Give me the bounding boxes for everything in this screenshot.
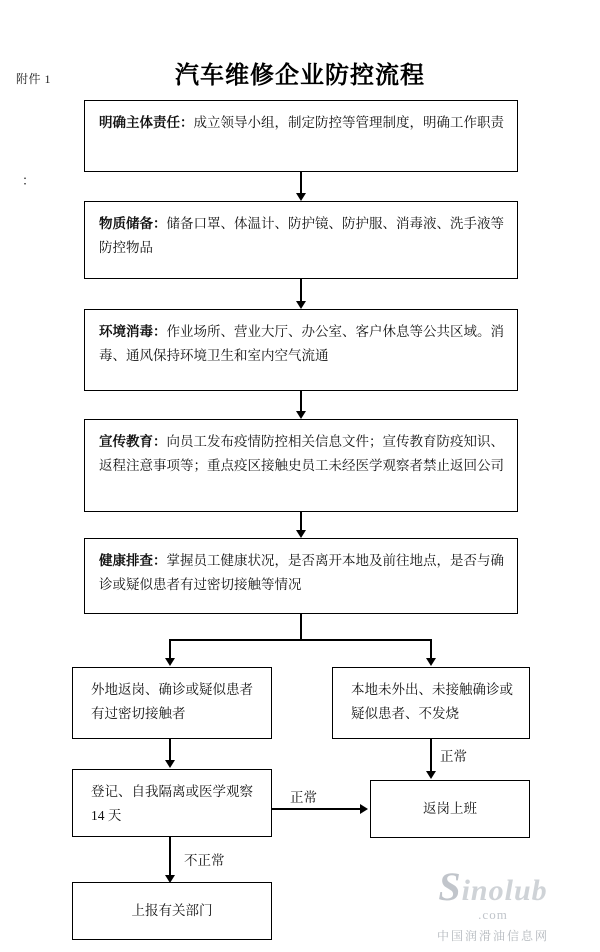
- flow-node-supplies-lead: 物质储备：: [99, 216, 167, 231]
- arrow-head-supplies-to-disinfection: [296, 301, 306, 309]
- flow-node-branch-left-text: 外地返岗、确诊或疑似患者有过密切接触者: [91, 682, 253, 721]
- flow-node-education-text: 向员工发布疫情防控相关信息文件；宣传教育防疫知识、返程注意事项等；重点疫区接触史员工未经医学观察者禁止返回公司: [99, 434, 504, 473]
- flow-node-branch-left: [72, 667, 272, 739]
- arrow-health-check-stem: [300, 614, 302, 640]
- flow-node-quarantine: [72, 769, 272, 837]
- watermark-subtitle: 中国润滑油信息网: [436, 929, 549, 943]
- flow-node-branch-right: [332, 667, 530, 739]
- flow-node-responsibility-text: 成立领导小组，制定防控等管理制度，明确工作职责: [193, 115, 504, 130]
- arrow-head-branch-left-to-quarantine: [165, 760, 175, 768]
- watermark: [398, 864, 588, 944]
- flow-node-responsibility-lead: 明确主体责任：: [99, 115, 194, 130]
- flow-node-health-check: [84, 538, 518, 614]
- arrow-head-quarantine-to-return: [360, 804, 368, 814]
- edge-label-normal-middle: 正常: [288, 786, 319, 806]
- watermark-dotcom: .com: [478, 907, 508, 922]
- flow-node-return-work: [370, 780, 530, 838]
- arrow-quarantine-to-report: [169, 837, 171, 879]
- flow-node-supplies-text: 储备口罩、体温计、防护镜、防护服、消毒液、洗手液等防控物品: [99, 216, 504, 255]
- edge-label-normal-right: 正常: [438, 745, 469, 765]
- colon-mark: ：: [22, 173, 36, 188]
- flow-node-return-work-text: 返岗上班: [423, 801, 477, 817]
- page-title: 汽车维修企业防控流程: [175, 63, 425, 89]
- flow-node-report-text: 上报有关部门: [131, 903, 213, 919]
- arrow-branch-right-to-return: [430, 739, 432, 774]
- arrow-head-disinfection-to-education: [296, 411, 306, 419]
- arrow-head-branch-left: [165, 658, 175, 666]
- flow-node-education: [84, 419, 518, 512]
- arrow-head-branch-right-to-return: [426, 771, 436, 779]
- flow-node-branch-right-text: 本地未外出、未接触确诊或疑似患者、不发烧: [351, 682, 513, 721]
- flow-node-supplies: [84, 201, 518, 279]
- arrow-head-education-to-health-check: [296, 530, 306, 538]
- watermark-brand-rest: inolub: [461, 874, 548, 907]
- arrow-head-responsibility-to-supplies: [296, 193, 306, 201]
- arrow-branch-horizontal: [169, 639, 431, 641]
- flow-node-education-lead: 宣传教育：: [99, 434, 167, 449]
- flow-node-quarantine-text: 登记、自我隔离或医学观察 14 天: [91, 784, 253, 823]
- watermark-brand-s: S: [438, 864, 462, 909]
- flow-node-report: [72, 882, 272, 940]
- flow-node-health-check-lead: 健康排查：: [99, 553, 167, 568]
- watermark-brand: [398, 864, 588, 909]
- flow-node-disinfection-lead: 环境消毒：: [99, 324, 167, 339]
- flow-node-disinfection-text: 作业场所、营业大厅、办公室、客户休息等公共区域。消毒、通风保持环境卫生和室内空气流通: [99, 324, 504, 363]
- flow-node-health-check-text: 掌握员工健康状况，是否离开本地及前往地点，是否与确诊或疑似患者有过密切接触等情况: [99, 553, 504, 592]
- edge-label-abnormal: 不正常: [182, 849, 227, 869]
- arrow-head-branch-right: [426, 658, 436, 666]
- attachment-label: 附件 1: [16, 72, 52, 86]
- flow-node-responsibility: [84, 100, 518, 172]
- flow-node-disinfection: [84, 309, 518, 391]
- arrow-quarantine-to-return: [272, 808, 362, 810]
